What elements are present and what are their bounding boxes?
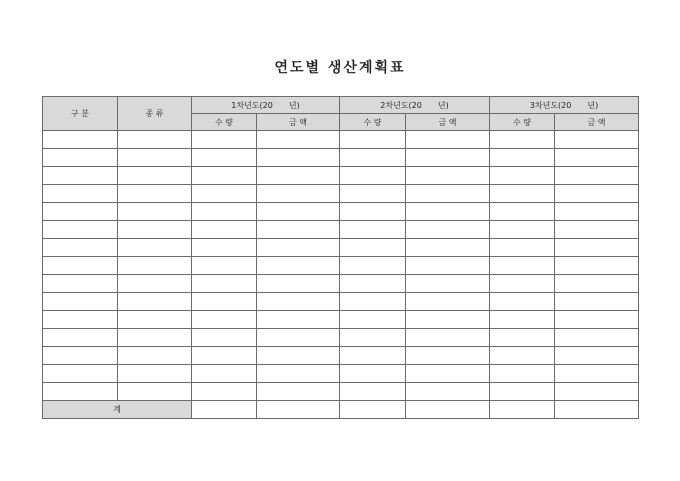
table-cell[interactable] <box>340 167 406 185</box>
header-quantity: 수 량 <box>340 114 406 131</box>
table-cell[interactable] <box>340 401 406 419</box>
table-row <box>43 131 639 149</box>
header-amount: 금 액 <box>406 114 490 131</box>
table-cell[interactable] <box>43 131 118 149</box>
table-cell[interactable] <box>490 167 555 185</box>
table-cell[interactable] <box>118 347 192 365</box>
table-cell[interactable] <box>257 131 340 149</box>
table-cell[interactable] <box>340 149 406 167</box>
table-cell[interactable] <box>340 221 406 239</box>
table-cell[interactable] <box>555 293 639 311</box>
table-row <box>43 311 639 329</box>
table-cell[interactable] <box>340 131 406 149</box>
header-quantity: 수 량 <box>490 114 555 131</box>
table-cell[interactable] <box>555 275 639 293</box>
table-cell[interactable] <box>192 329 257 347</box>
table-cell[interactable] <box>257 347 340 365</box>
table-cell[interactable] <box>340 185 406 203</box>
table-cell[interactable] <box>490 185 555 203</box>
table-cell[interactable] <box>555 383 639 401</box>
table-row <box>43 365 639 383</box>
table-cell[interactable] <box>406 401 490 419</box>
table-cell[interactable] <box>257 311 340 329</box>
table-cell[interactable] <box>555 131 639 149</box>
table-cell[interactable] <box>257 383 340 401</box>
table-cell[interactable] <box>490 383 555 401</box>
table-cell[interactable] <box>192 401 257 419</box>
table-cell[interactable] <box>555 185 639 203</box>
table-cell[interactable] <box>192 311 257 329</box>
table-cell[interactable] <box>192 149 257 167</box>
table-cell[interactable] <box>340 257 406 275</box>
table-cell[interactable] <box>555 401 639 419</box>
table-cell[interactable] <box>340 239 406 257</box>
table-cell[interactable] <box>406 239 490 257</box>
table-row <box>43 275 639 293</box>
table-cell[interactable] <box>555 311 639 329</box>
header-year-2: 2차년도(20 년) <box>340 97 490 114</box>
table-cell[interactable] <box>43 311 118 329</box>
table-cell[interactable] <box>490 257 555 275</box>
table-cell[interactable] <box>118 131 192 149</box>
table-cell[interactable] <box>406 185 490 203</box>
table-cell[interactable] <box>340 329 406 347</box>
table-row <box>43 239 639 257</box>
table-cell[interactable] <box>406 347 490 365</box>
table-cell[interactable] <box>555 347 639 365</box>
table-cell[interactable] <box>555 257 639 275</box>
total-row <box>43 401 639 419</box>
table-cell[interactable] <box>118 221 192 239</box>
table-cell[interactable] <box>555 239 639 257</box>
table-cell[interactable] <box>406 221 490 239</box>
table-cell[interactable] <box>192 131 257 149</box>
table-cell[interactable] <box>490 203 555 221</box>
table-row <box>43 167 639 185</box>
table-cell[interactable] <box>406 365 490 383</box>
table-cell[interactable] <box>43 167 118 185</box>
table-cell[interactable] <box>118 365 192 383</box>
table-cell[interactable] <box>43 347 118 365</box>
table-cell[interactable] <box>340 347 406 365</box>
table-cell[interactable] <box>192 275 257 293</box>
table-cell[interactable] <box>118 293 192 311</box>
table-cell[interactable] <box>555 203 639 221</box>
table-cell[interactable] <box>406 131 490 149</box>
table-row <box>43 293 639 311</box>
production-plan-table <box>42 96 639 419</box>
header-quantity: 수 량 <box>192 114 257 131</box>
table-cell[interactable] <box>490 311 555 329</box>
table-row <box>43 203 639 221</box>
table-cell[interactable] <box>257 401 340 419</box>
total-label: 계 <box>43 401 192 419</box>
table-cell[interactable] <box>118 203 192 221</box>
table-cell[interactable] <box>340 203 406 221</box>
table-cell[interactable] <box>406 167 490 185</box>
table-cell[interactable] <box>555 167 639 185</box>
table-row <box>43 329 639 347</box>
table-cell[interactable] <box>555 365 639 383</box>
table-cell[interactable] <box>406 257 490 275</box>
table-cell[interactable] <box>490 275 555 293</box>
table-cell[interactable] <box>490 365 555 383</box>
table-cell[interactable] <box>555 329 639 347</box>
table-cell[interactable] <box>118 239 192 257</box>
table-cell[interactable] <box>490 401 555 419</box>
table-cell[interactable] <box>192 203 257 221</box>
page-title: 연도별 생산계획표 <box>274 60 406 76</box>
table-row <box>43 257 639 275</box>
table-cell[interactable] <box>490 293 555 311</box>
table-cell[interactable] <box>118 149 192 167</box>
table-cell[interactable] <box>406 329 490 347</box>
table-cell[interactable] <box>257 239 340 257</box>
table-cell[interactable] <box>43 275 118 293</box>
table-cell[interactable] <box>192 239 257 257</box>
table-cell[interactable] <box>257 149 340 167</box>
table-row <box>43 149 639 167</box>
table-cell[interactable] <box>340 311 406 329</box>
table-cell[interactable] <box>118 311 192 329</box>
table-cell[interactable] <box>406 311 490 329</box>
table-cell[interactable] <box>490 149 555 167</box>
table-cell[interactable] <box>43 329 118 347</box>
table-cell[interactable] <box>490 329 555 347</box>
table-cell[interactable] <box>43 257 118 275</box>
header-type: 종 류 <box>118 97 192 131</box>
table-cell[interactable] <box>192 383 257 401</box>
table-cell[interactable] <box>406 275 490 293</box>
table-cell[interactable] <box>406 149 490 167</box>
table-cell[interactable] <box>192 185 257 203</box>
table-row <box>43 347 639 365</box>
table-cell[interactable] <box>43 185 118 203</box>
table-cell[interactable] <box>118 167 192 185</box>
table-cell[interactable] <box>192 221 257 239</box>
table-cell[interactable] <box>43 221 118 239</box>
table-cell[interactable] <box>118 383 192 401</box>
table-cell[interactable] <box>257 329 340 347</box>
table-cell[interactable] <box>490 131 555 149</box>
header-year-3: 3차년도(20 년) <box>490 97 639 114</box>
table-body <box>43 131 639 401</box>
table-cell[interactable] <box>192 347 257 365</box>
table-cell[interactable] <box>406 203 490 221</box>
table-cell[interactable] <box>118 257 192 275</box>
table-cell[interactable] <box>43 203 118 221</box>
table-row <box>43 185 639 203</box>
table-row <box>43 221 639 239</box>
table-cell[interactable] <box>118 329 192 347</box>
table-cell[interactable] <box>257 185 340 203</box>
table-cell[interactable] <box>340 275 406 293</box>
table-cell[interactable] <box>257 203 340 221</box>
table-cell[interactable] <box>257 221 340 239</box>
table-cell[interactable] <box>257 167 340 185</box>
table-cell[interactable] <box>406 383 490 401</box>
table-cell[interactable] <box>43 383 118 401</box>
table-cell[interactable] <box>257 365 340 383</box>
table-cell[interactable] <box>490 221 555 239</box>
table-cell[interactable] <box>555 149 639 167</box>
table-cell[interactable] <box>490 347 555 365</box>
table-cell[interactable] <box>555 221 639 239</box>
table-cell[interactable] <box>43 293 118 311</box>
header-category: 구 분 <box>43 97 118 131</box>
table-cell[interactable] <box>192 257 257 275</box>
table-cell[interactable] <box>340 365 406 383</box>
table-cell[interactable] <box>192 293 257 311</box>
table-cell[interactable] <box>43 365 118 383</box>
header-amount: 금 액 <box>257 114 340 131</box>
table-cell[interactable] <box>192 365 257 383</box>
table-cell[interactable] <box>257 257 340 275</box>
table-cell[interactable] <box>192 167 257 185</box>
table-cell[interactable] <box>406 293 490 311</box>
table-row <box>43 383 639 401</box>
table-cell[interactable] <box>43 149 118 167</box>
table-cell[interactable] <box>43 239 118 257</box>
table-cell[interactable] <box>490 239 555 257</box>
table-cell[interactable] <box>340 383 406 401</box>
table-cell[interactable] <box>118 185 192 203</box>
header-year-1: 1차년도(20 년) <box>192 97 340 114</box>
table-cell[interactable] <box>257 293 340 311</box>
table-cell[interactable] <box>257 275 340 293</box>
table-cell[interactable] <box>340 293 406 311</box>
table-cell[interactable] <box>118 275 192 293</box>
header-amount: 금 액 <box>555 114 639 131</box>
